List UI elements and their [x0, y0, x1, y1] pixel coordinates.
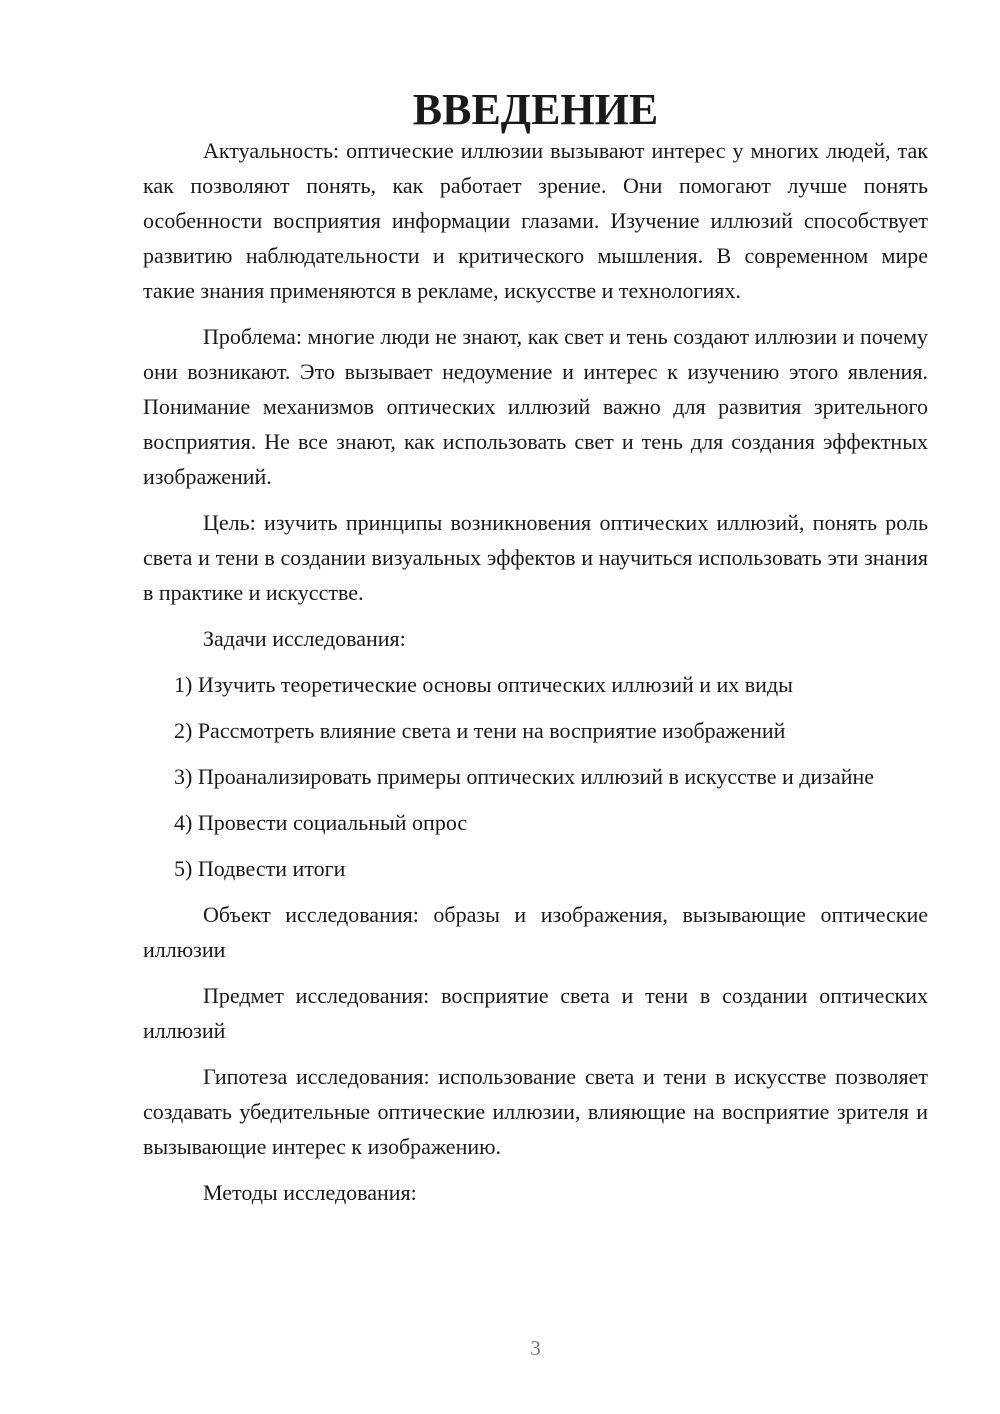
task-item-1: 1) Изучить теоретические основы оптических иллюзий и их виды: [174, 672, 793, 697]
page-number: 3: [530, 1336, 541, 1360]
hypothesis-paragraph: Гипотеза исследования: использование света и тени в искусстве позволяет создавать убедительные оптические иллюзии, влияющие на восприятие зрителя и вызывающие интерес к изображению.: [143, 1064, 928, 1159]
subject-paragraph: Предмет исследования: восприятие света и тени в создании оптических иллюзий: [143, 983, 928, 1043]
task-item-5: 5) Подвести итоги: [174, 856, 346, 881]
page-title: ВВЕДЕНИЕ: [412, 85, 659, 134]
goal-paragraph: Цель: изучить принципы возникновения оптических иллюзий, понять роль света и тени в создании визуальных эффектов и научиться использовать эти знания в практике и искусстве.: [143, 510, 928, 605]
task-item-4: 4) Провести социальный опрос: [174, 810, 468, 835]
object-paragraph: Объект исследования: образы и изображения, вызывающие оптические иллюзии: [143, 902, 928, 962]
problem-paragraph: Проблема: многие люди не знают, как свет и тень создают иллюзии и почему они возникают. Это вызывает недоумение и интерес к изучению этого явления. Понимание механизмов оптических иллюзий важно для развития зрительного восприятия. Не все знают, как использовать свет и тень для создания эффектных изображений.: [143, 324, 928, 489]
task-item-2: 2) Рассмотреть влияние света и тени на восприятие изображений: [174, 718, 786, 743]
task-item-3: 3) Проанализировать примеры оптических иллюзий в искусстве и дизайне: [174, 764, 875, 789]
relevance-paragraph: Актуальность: оптические иллюзии вызывают интерес у многих людей, так как позволяют понять, как работает зрение. Они помогают лучше понять особенности восприятия информации глазами. Изучение иллюзий способствует развитию наблюдательности и критического мышления. В современном мире такие знания применяются в рекламе, искусстве и технологиях.: [143, 138, 928, 303]
page-content: [143, 85, 928, 1221]
methods-title: Методы исследования:: [203, 1180, 417, 1205]
tasks-title: Задачи исследования:: [203, 626, 406, 651]
